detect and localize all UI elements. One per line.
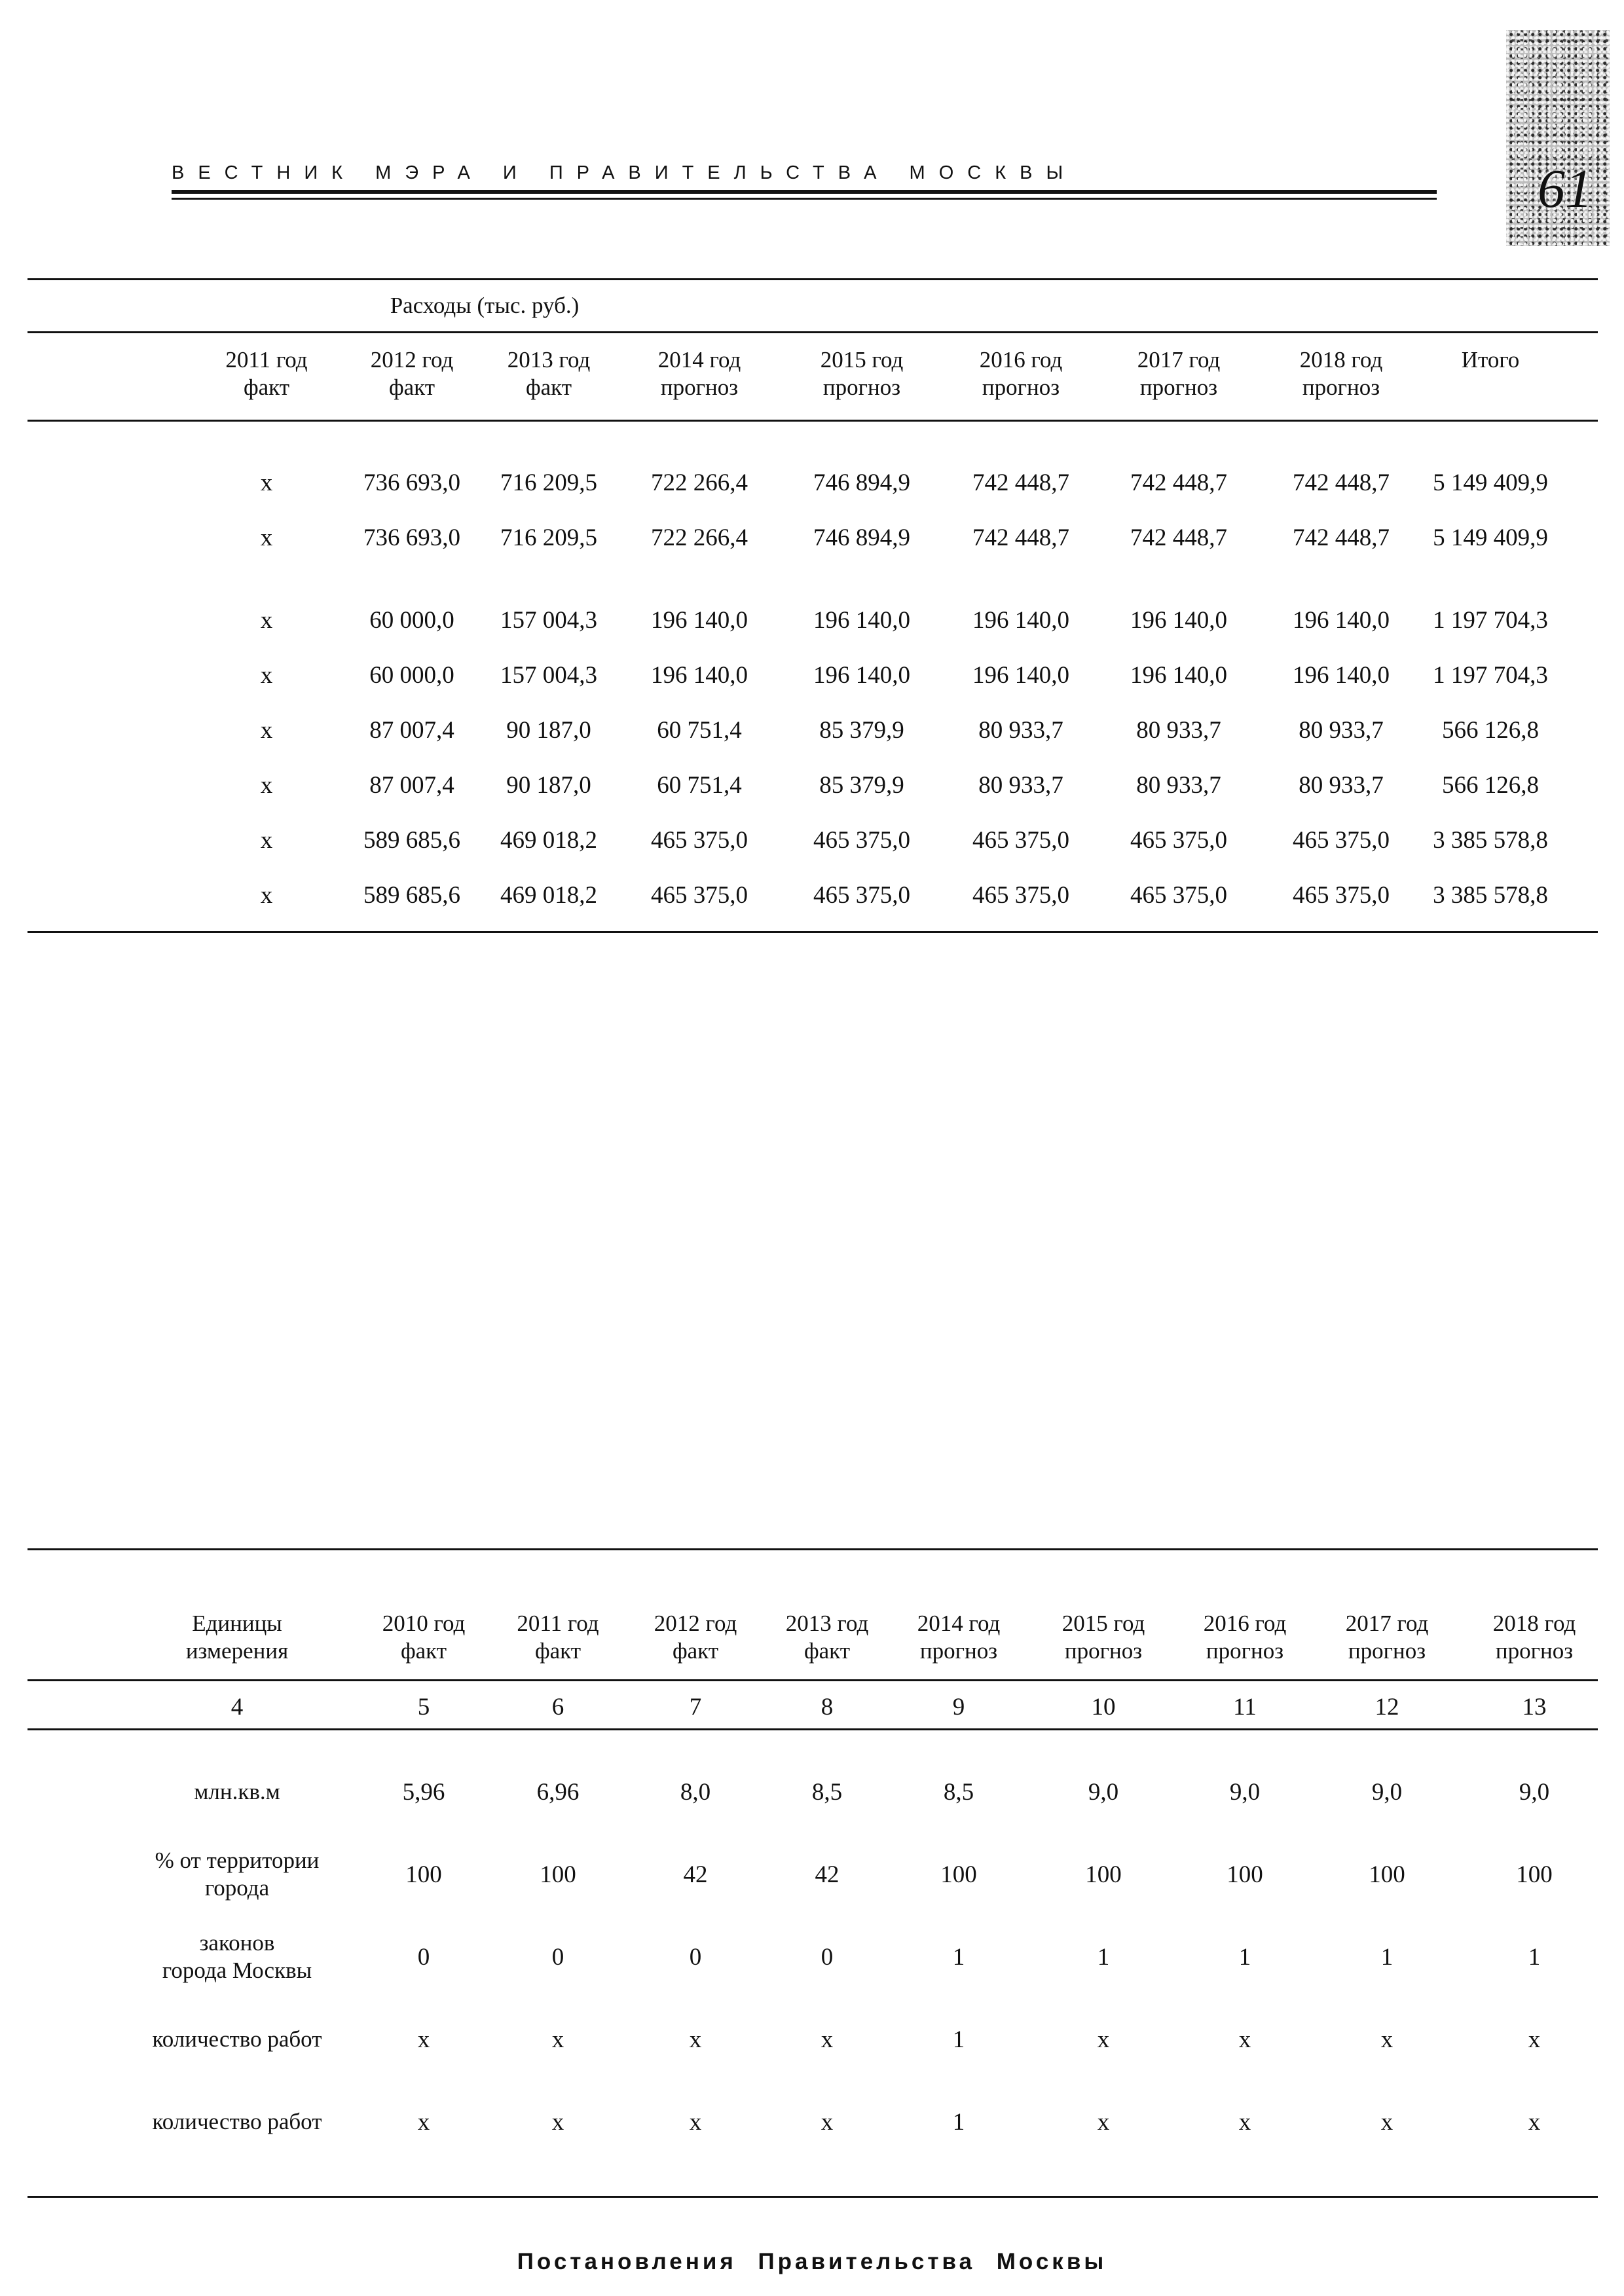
table-cell: 465 375,0 bbox=[1293, 827, 1390, 854]
column-header: факт bbox=[243, 374, 290, 400]
table-cell: 8,0 bbox=[680, 1779, 711, 1806]
table-cell: 100 bbox=[940, 1861, 977, 1888]
table-cell: х bbox=[260, 772, 273, 799]
column-header: факт bbox=[672, 1638, 719, 1664]
footer-title: Постановления Правительства Москвы bbox=[517, 2249, 1107, 2274]
table-cell: 716 209,5 bbox=[500, 524, 597, 551]
table-cell: 1 bbox=[952, 1944, 965, 1971]
table-cell: 5 149 409,9 bbox=[1433, 524, 1548, 551]
table-cell: 465 375,0 bbox=[1293, 882, 1390, 909]
table-rule bbox=[28, 278, 1598, 280]
table-cell: 100 bbox=[1085, 1861, 1122, 1888]
table-cell: х bbox=[1238, 2026, 1251, 2053]
column-header: 2012 год bbox=[654, 1611, 737, 1636]
table-cell: 80 933,7 bbox=[1299, 772, 1384, 799]
table-cell: 60 000,0 bbox=[369, 662, 454, 689]
column-header: 2011 год bbox=[517, 1611, 599, 1636]
table-cell: 5,96 bbox=[402, 1779, 445, 1806]
column-number: 5 bbox=[417, 1694, 430, 1721]
table-cell: 100 bbox=[1227, 1861, 1263, 1888]
table-cell: х bbox=[417, 2109, 430, 2136]
table-cell: х bbox=[260, 607, 273, 634]
unit-label: % от территории bbox=[155, 1848, 320, 1873]
table-cell: 465 375,0 bbox=[972, 882, 1069, 909]
table-cell: х bbox=[1528, 2026, 1541, 2053]
column-header: 2014 год bbox=[657, 347, 741, 373]
table-cell: 157 004,3 bbox=[500, 662, 597, 689]
table-cell: х bbox=[551, 2109, 564, 2136]
column-header: прогноз bbox=[1495, 1638, 1574, 1664]
table-rule bbox=[28, 2196, 1598, 2198]
column-number: 6 bbox=[551, 1694, 564, 1721]
table-cell: 9,0 bbox=[1371, 1779, 1403, 1806]
table-cell: х bbox=[821, 2109, 834, 2136]
table-cell: 736 693,0 bbox=[363, 524, 460, 551]
table-cell: 196 140,0 bbox=[651, 607, 748, 634]
table-cell: х bbox=[260, 717, 273, 744]
table-caption: Расходы (тыс. руб.) bbox=[390, 293, 580, 318]
table-cell: 736 693,0 bbox=[363, 469, 460, 496]
column-header: прогноз bbox=[1348, 1638, 1426, 1664]
column-number: 4 bbox=[231, 1694, 244, 1721]
table-cell: 80 933,7 bbox=[1136, 717, 1221, 744]
table-cell: 742 448,7 bbox=[1130, 469, 1227, 496]
table-cell: 196 140,0 bbox=[1130, 662, 1227, 689]
table-cell: х bbox=[260, 524, 273, 551]
table-cell: 589 685,6 bbox=[363, 827, 460, 854]
table-cell: 746 894,9 bbox=[813, 524, 910, 551]
column-header: 2015 год bbox=[820, 347, 904, 373]
column-header: прогноз bbox=[1206, 1638, 1284, 1664]
column-header: 2010 год bbox=[382, 1611, 466, 1636]
column-header: факт bbox=[400, 1638, 447, 1664]
table-cell: 465 375,0 bbox=[813, 882, 910, 909]
table-cell: 469 018,2 bbox=[500, 882, 597, 909]
table-cell: х bbox=[551, 2026, 564, 2053]
table-cell: 196 140,0 bbox=[972, 607, 1069, 634]
column-header: 2012 год bbox=[370, 347, 454, 373]
column-header: измерения bbox=[185, 1638, 289, 1664]
column-header: прогноз bbox=[822, 374, 901, 400]
table-cell: 85 379,9 bbox=[819, 717, 904, 744]
column-number: 12 bbox=[1375, 1694, 1399, 1721]
table-cell: 90 187,0 bbox=[506, 772, 591, 799]
column-header: 2014 год bbox=[917, 1611, 1001, 1636]
table-cell: 196 140,0 bbox=[1293, 607, 1390, 634]
table-cell: х bbox=[689, 2109, 702, 2136]
table-cell: 80 933,7 bbox=[1299, 717, 1384, 744]
table-cell: 60 000,0 bbox=[369, 607, 454, 634]
column-header: прогноз bbox=[1139, 374, 1218, 400]
unit-label: законов bbox=[199, 1930, 275, 1956]
table-cell: 196 140,0 bbox=[972, 662, 1069, 689]
column-number: 10 bbox=[1091, 1694, 1116, 1721]
table-cell: 85 379,9 bbox=[819, 772, 904, 799]
unit-label: количество работ bbox=[152, 2026, 322, 2052]
column-header: Итого bbox=[1461, 347, 1520, 373]
column-header: 2017 год bbox=[1137, 347, 1221, 373]
table-cell: 722 266,4 bbox=[651, 469, 748, 496]
table-cell: 80 933,7 bbox=[978, 772, 1063, 799]
column-header: прогноз bbox=[1064, 1638, 1143, 1664]
table-cell: 8,5 bbox=[943, 1779, 974, 1806]
column-header: 2018 год bbox=[1299, 347, 1383, 373]
table-cell: 9,0 bbox=[1229, 1779, 1261, 1806]
table-cell: 196 140,0 bbox=[813, 607, 910, 634]
unit-label: млн.кв.м bbox=[194, 1779, 280, 1804]
column-number: 7 bbox=[689, 1694, 702, 1721]
table-cell: 0 bbox=[551, 1944, 564, 1971]
table-rule bbox=[28, 1679, 1598, 1681]
column-header: факт bbox=[803, 1638, 851, 1664]
table-cell: х bbox=[1380, 2109, 1393, 2136]
table-cell: 196 140,0 bbox=[1130, 607, 1227, 634]
table-cell: 196 140,0 bbox=[813, 662, 910, 689]
table-cell: 196 140,0 bbox=[651, 662, 748, 689]
table-cell: 157 004,3 bbox=[500, 607, 597, 634]
table-cell: 0 bbox=[821, 1944, 834, 1971]
table-cell: 746 894,9 bbox=[813, 469, 910, 496]
table-cell: 465 375,0 bbox=[972, 827, 1069, 854]
table-cell: 0 bbox=[417, 1944, 430, 1971]
table-cell: 100 bbox=[540, 1861, 576, 1888]
column-header: 2018 год bbox=[1492, 1611, 1576, 1636]
table-cell: х bbox=[1097, 2026, 1110, 2053]
table-cell: 742 448,7 bbox=[972, 469, 1069, 496]
table-cell: 9,0 bbox=[1519, 1779, 1550, 1806]
table-cell: 589 685,6 bbox=[363, 882, 460, 909]
table-cell: 42 bbox=[815, 1861, 840, 1888]
table-cell: 3 385 578,8 bbox=[1433, 827, 1548, 854]
column-header: 2013 год bbox=[785, 1611, 869, 1636]
table-cell: 465 375,0 bbox=[651, 882, 748, 909]
table-cell: 465 375,0 bbox=[651, 827, 748, 854]
column-number: 8 bbox=[821, 1694, 834, 1721]
table-cell: 716 209,5 bbox=[500, 469, 597, 496]
column-number: 11 bbox=[1233, 1694, 1257, 1721]
table-cell: 60 751,4 bbox=[657, 717, 742, 744]
column-header: 2016 год bbox=[1203, 1611, 1287, 1636]
header-rule bbox=[172, 190, 1437, 194]
table-cell: 742 448,7 bbox=[972, 524, 1069, 551]
table-rule bbox=[28, 1548, 1598, 1550]
column-header: факт bbox=[388, 374, 435, 400]
table-cell: 87 007,4 bbox=[369, 772, 454, 799]
column-number: 13 bbox=[1522, 1694, 1547, 1721]
table-cell: 1 bbox=[952, 2026, 965, 2053]
table-cell: 100 bbox=[1369, 1861, 1405, 1888]
column-header: прогноз bbox=[660, 374, 739, 400]
table-rule bbox=[28, 331, 1598, 333]
table-cell: 80 933,7 bbox=[1136, 772, 1221, 799]
table-cell: х bbox=[260, 662, 273, 689]
table-cell: 1 bbox=[1528, 1944, 1541, 1971]
table-cell: х bbox=[260, 882, 273, 909]
table-cell: 100 bbox=[405, 1861, 442, 1888]
table-cell: 90 187,0 bbox=[506, 717, 591, 744]
column-header: прогноз bbox=[1302, 374, 1380, 400]
table-cell: 87 007,4 bbox=[369, 717, 454, 744]
unit-label: количество работ bbox=[152, 2109, 322, 2134]
table-rule bbox=[28, 931, 1598, 933]
table-cell: 465 375,0 bbox=[813, 827, 910, 854]
table-cell: х bbox=[1238, 2109, 1251, 2136]
table-cell: 722 266,4 bbox=[651, 524, 748, 551]
journal-title: ВЕСТНИК МЭРА И ПРАВИТЕЛЬСТВА МОСКВЫ bbox=[172, 162, 1077, 183]
table-rule bbox=[28, 1728, 1598, 1730]
table-cell: 1 bbox=[1380, 1944, 1393, 1971]
table-cell: 1 bbox=[1238, 1944, 1251, 1971]
table-cell: 9,0 bbox=[1088, 1779, 1119, 1806]
table-cell: 60 751,4 bbox=[657, 772, 742, 799]
table-cell: 100 bbox=[1516, 1861, 1553, 1888]
table-cell: 566 126,8 bbox=[1442, 772, 1539, 799]
table-cell: 1 197 704,3 bbox=[1433, 662, 1548, 689]
unit-label: города bbox=[204, 1875, 270, 1901]
unit-label: города Москвы bbox=[162, 1958, 312, 1983]
table-cell: 742 448,7 bbox=[1130, 524, 1227, 551]
table-cell: х bbox=[821, 2026, 834, 2053]
column-header: 2015 год bbox=[1061, 1611, 1145, 1636]
column-header: факт bbox=[534, 1638, 581, 1664]
column-header: 2017 год bbox=[1345, 1611, 1429, 1636]
page-number: 61 bbox=[1538, 158, 1593, 219]
table-cell: х bbox=[260, 469, 273, 496]
table-cell: х bbox=[417, 2026, 430, 2053]
table-cell: 42 bbox=[683, 1861, 708, 1888]
header-rule-thin bbox=[172, 198, 1437, 200]
column-number: 9 bbox=[952, 1694, 965, 1721]
table-cell: 465 375,0 bbox=[1130, 827, 1227, 854]
table-cell: 0 bbox=[689, 1944, 702, 1971]
column-header: 2013 год bbox=[507, 347, 591, 373]
table-cell: 8,5 bbox=[811, 1779, 843, 1806]
column-header: 2016 год bbox=[979, 347, 1063, 373]
table-cell: 80 933,7 bbox=[978, 717, 1063, 744]
column-header: Единицы bbox=[192, 1611, 282, 1636]
table-cell: 1 bbox=[952, 2109, 965, 2136]
table-cell: 566 126,8 bbox=[1442, 717, 1539, 744]
table-cell: 1 197 704,3 bbox=[1433, 607, 1548, 634]
column-header: 2011 год bbox=[225, 347, 308, 373]
table-cell: 6,96 bbox=[536, 1779, 580, 1806]
table-cell: х bbox=[1380, 2026, 1393, 2053]
table-rule bbox=[28, 420, 1598, 422]
table-cell: 196 140,0 bbox=[1293, 662, 1390, 689]
column-header: прогноз bbox=[919, 1638, 998, 1664]
column-header: прогноз bbox=[982, 374, 1060, 400]
table-cell: 742 448,7 bbox=[1293, 524, 1390, 551]
table-cell: 3 385 578,8 bbox=[1433, 882, 1548, 909]
column-header: факт bbox=[525, 374, 572, 400]
table-cell: 465 375,0 bbox=[1130, 882, 1227, 909]
table-cell: х bbox=[689, 2026, 702, 2053]
table-cell: х bbox=[1097, 2109, 1110, 2136]
table-cell: 1 bbox=[1097, 1944, 1110, 1971]
table-cell: 469 018,2 bbox=[500, 827, 597, 854]
table-cell: 5 149 409,9 bbox=[1433, 469, 1548, 496]
table-cell: х bbox=[1528, 2109, 1541, 2136]
table-cell: 742 448,7 bbox=[1293, 469, 1390, 496]
table-cell: х bbox=[260, 827, 273, 854]
